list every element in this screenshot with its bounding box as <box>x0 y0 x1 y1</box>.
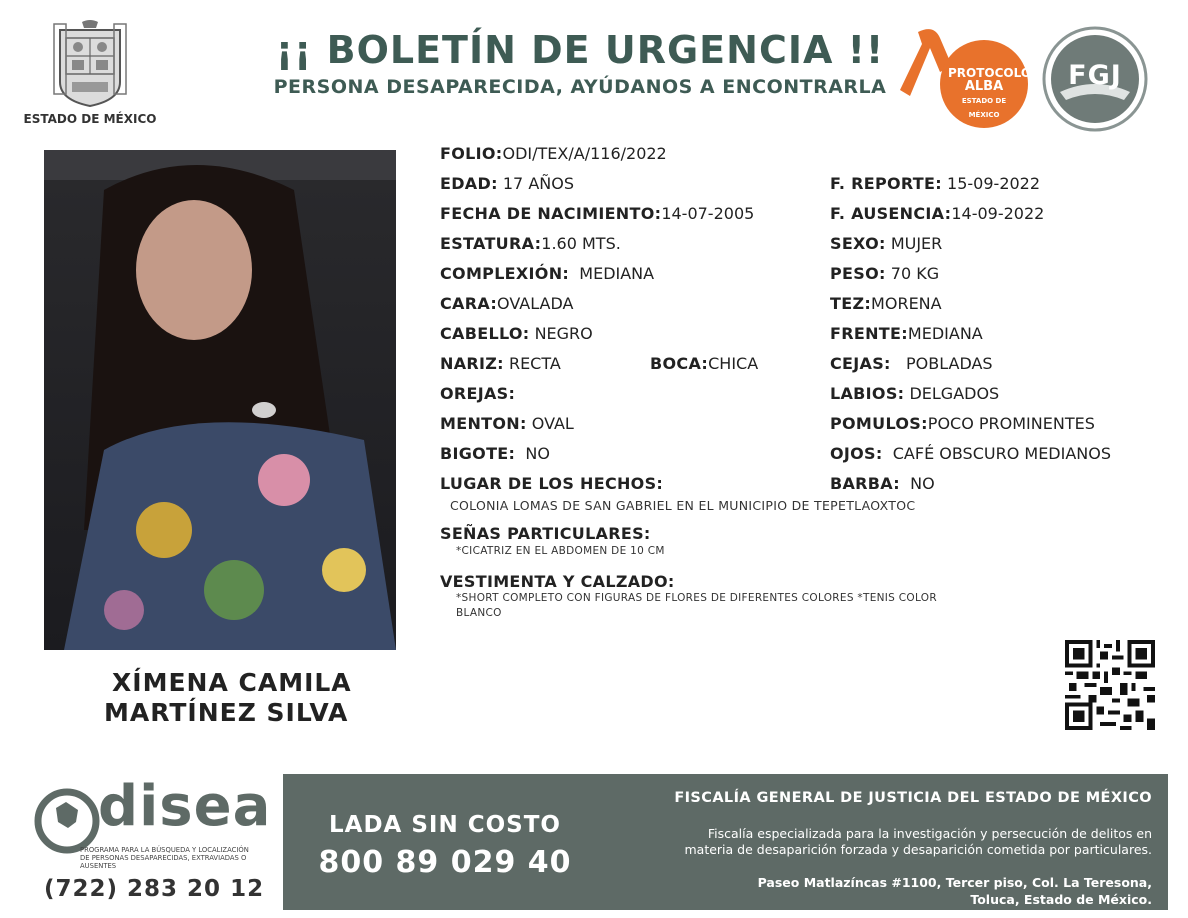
person-name-line1: XÍMENA CAMILA <box>112 668 352 697</box>
field-edad: EDAD: 17 AÑOS <box>440 174 574 193</box>
field-lugar-label: LUGAR DE LOS HECHOS: <box>440 474 664 493</box>
field-senas-value: *CICATRIZ EN EL ABDOMEN DE 10 CM <box>456 545 665 557</box>
field-pomulos: POMULOS:POCO PROMINENTES <box>830 414 1095 433</box>
field-nariz: NARIZ: RECTA <box>440 354 561 373</box>
protocolo-alba-logo <box>900 26 1030 130</box>
odisea-tagline-1: PROGRAMA PARA LA BÚSQUEDA Y LOCALIZACIÓN <box>80 846 249 854</box>
field-senas-label: SEÑAS PARTICULARES: <box>440 524 651 543</box>
bulletin-subtitle: PERSONA DESAPARECIDA, AYÚDANOS A ENCONTRARLA <box>273 76 887 98</box>
field-barba: BARBA: NO <box>830 474 935 493</box>
field-orejas: OREJAS: <box>440 384 516 403</box>
field-cabello: CABELLO: NEGRO <box>440 324 593 343</box>
odisea-word: disea <box>98 774 272 839</box>
field-fecha-nacimiento: FECHA DE NACIMIENTO:14-07-2005 <box>440 204 755 223</box>
missing-person-photo <box>44 150 396 650</box>
field-ojos: OJOS: CAFÉ OBSCURO MEDIANOS <box>830 444 1112 463</box>
fgj-label: FGJ <box>1068 60 1122 91</box>
field-complexion: COMPLEXIÓN: MEDIANA <box>440 264 655 283</box>
odisea-logo <box>34 774 274 872</box>
lada-number: 800 89 029 40 <box>318 845 572 880</box>
estado-de-mexico-seal <box>52 20 128 108</box>
field-estatura: ESTATURA:1.60 MTS. <box>440 234 621 253</box>
field-frente: FRENTE:MEDIANA <box>830 324 983 343</box>
bulletin-title: ¡¡ BOLETÍN DE URGENCIA !! <box>275 28 885 72</box>
alba-line2: ALBA <box>964 79 1004 94</box>
fgj-name: FISCALÍA GENERAL DE JUSTICIA DEL ESTADO DE MÉXICO <box>674 790 1152 806</box>
person-name-line2: MARTÍNEZ SILVA <box>104 698 349 727</box>
field-peso: PESO: 70 KG <box>830 264 940 283</box>
fgj-description-line2: materia de desaparición forzada y desaparición cometida por particulares. <box>684 842 1152 857</box>
field-cara: CARA:OVALADA <box>440 294 574 313</box>
person-name <box>60 668 380 728</box>
field-sexo: SEXO: MUJER <box>830 234 943 253</box>
field-menton: MENTON: OVAL <box>440 414 574 433</box>
fgj-address-line1: Paseo Matlazíncas #1100, Tercer piso, Col. La Teresona, <box>757 875 1152 890</box>
field-vestimenta-label: VESTIMENTA Y CALZADO: <box>440 572 675 591</box>
field-tez: TEZ:MORENA <box>830 294 942 313</box>
fgj-description-line1: Fiscalía especializada para la investigación y persecución de delitos en <box>707 826 1152 841</box>
field-boca: BOCA:CHICA <box>650 354 759 373</box>
fgj-logo <box>1042 26 1148 132</box>
fgj-address <box>600 874 1152 908</box>
odisea-phone: (722) 283 20 12 <box>44 876 265 902</box>
alba-line3: ESTADO DE MÉXICO <box>961 97 1007 119</box>
field-cejas: CEJAS: POBLADAS <box>830 354 993 373</box>
field-vestimenta-value-2: BLANCO <box>456 607 502 619</box>
qr-code-icon <box>1064 640 1156 730</box>
field-labios: LABIOS: DELGADOS <box>830 384 1000 403</box>
field-f-ausencia: F. AUSENCIA:14-09-2022 <box>830 204 1045 223</box>
fgj-description <box>600 826 1152 858</box>
odisea-tagline-3: AUSENTES <box>80 862 117 870</box>
field-lugar-value: COLONIA LOMAS DE SAN GABRIEL EN EL MUNICIPIO DE TEPETLAOXTOC <box>450 498 916 513</box>
field-f-reporte: F. REPORTE: 15-09-2022 <box>830 174 1041 193</box>
odisea-tagline-2: DE PERSONAS DESAPARECIDAS, EXTRAVIADAS O <box>80 854 247 862</box>
alba-line1: PROTOCOLO <box>948 66 1032 80</box>
state-name: ESTADO DE MÉXICO <box>23 112 157 126</box>
fgj-address-line2: Toluca, Estado de México. <box>970 892 1152 907</box>
field-bigote: BIGOTE: NO <box>440 444 550 463</box>
field-folio: FOLIO:ODI/TEX/A/116/2022 <box>440 144 667 163</box>
odisea-map-icon <box>34 788 100 854</box>
lada-label: LADA SIN COSTO <box>329 812 561 838</box>
field-vestimenta-value-1: *SHORT COMPLETO CON FIGURAS DE FLORES DE DIFERENTES COLORES *TENIS COLOR <box>456 592 937 604</box>
